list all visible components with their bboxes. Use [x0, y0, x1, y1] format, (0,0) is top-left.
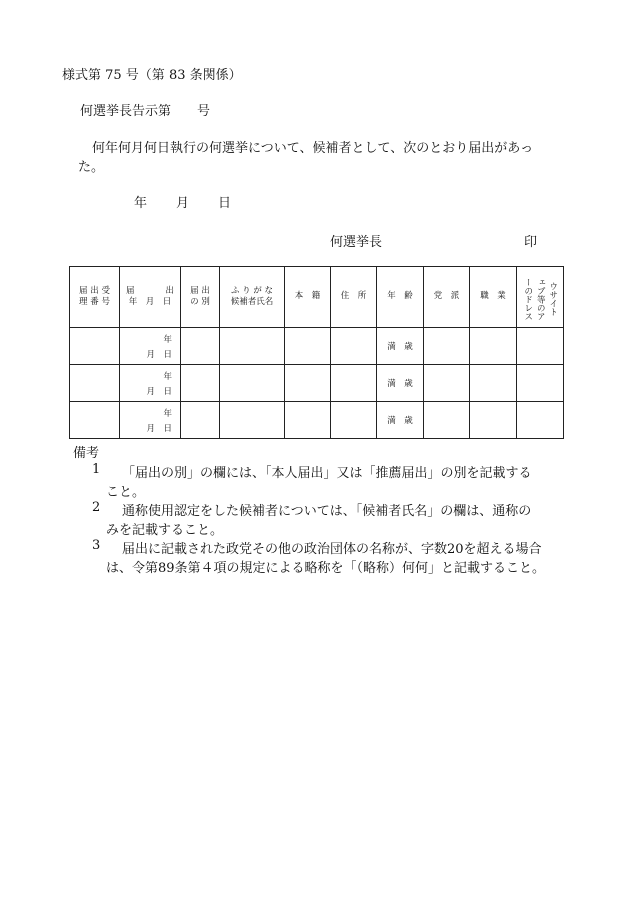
header-address: 住 所 [331, 267, 377, 328]
header-filing-type: 届 出 の 別 [181, 267, 220, 328]
date-month: 月 [176, 196, 190, 211]
table-header-row [70, 267, 564, 328]
note-number: 1 [92, 462, 101, 477]
age-cell: 満 歳 [377, 365, 424, 402]
note-text-cont: は、令第89条第４項の規定による略称を「（略称）何何」と記載すること。 [106, 561, 546, 576]
note-number: 2 [92, 500, 101, 515]
header-candidate-name: ふ り が な 候補者氏名 [220, 267, 285, 328]
note-text-cont: みを記載すること。 [106, 523, 224, 538]
age-cell: 満 歳 [377, 402, 424, 439]
header-website: ウサイト ェブ等のア ーのドレス [517, 267, 564, 328]
table-row [70, 402, 564, 439]
body-line-1: 何年何月何日執行の何選挙について、候補者として、次のとおり届出があっ [92, 141, 534, 156]
header-filing-date: 届 出 年 月 日 [120, 267, 181, 328]
notice-number: 何選挙長告示第 号 [80, 104, 211, 119]
date-day: 日 [218, 196, 232, 211]
table-row [70, 365, 564, 402]
header-occupation: 職 業 [470, 267, 517, 328]
header-party: 党 派 [424, 267, 470, 328]
note-text: 届出に記載された政党その他の政治団体の名称が、字数20を超える場合 [122, 542, 542, 557]
note-text: 「届出の別」の欄には、「本人届出」又は「推薦届出」の別を記載する [122, 466, 532, 481]
seal-mark: 印 [524, 235, 538, 250]
header-domicile: 本 籍 [285, 267, 331, 328]
table-row [70, 328, 564, 365]
note-number: 3 [92, 538, 101, 553]
header-receipt-number: 届 出 受 理 番 号 [70, 267, 120, 328]
date-year: 年 [134, 196, 148, 211]
filing-date-cell: 年 月 日 [120, 365, 181, 402]
header-age: 年 齢 [377, 267, 424, 328]
filing-date-cell: 年 月 日 [120, 402, 181, 439]
note-text-cont: こと。 [106, 485, 146, 500]
election-officer: 何選挙長 [330, 235, 383, 250]
body-line-2: た。 [78, 160, 105, 175]
form-number: 様式第 75 号（第 83 条関係） [62, 68, 242, 83]
candidate-table [69, 266, 564, 439]
notes-title: 備考 [73, 446, 100, 461]
note-text: 通称使用認定をした候補者については、「候補者氏名」の欄は、通称の [122, 504, 532, 519]
filing-date-cell: 年 月 日 [120, 328, 181, 365]
age-cell: 満 歳 [377, 328, 424, 365]
